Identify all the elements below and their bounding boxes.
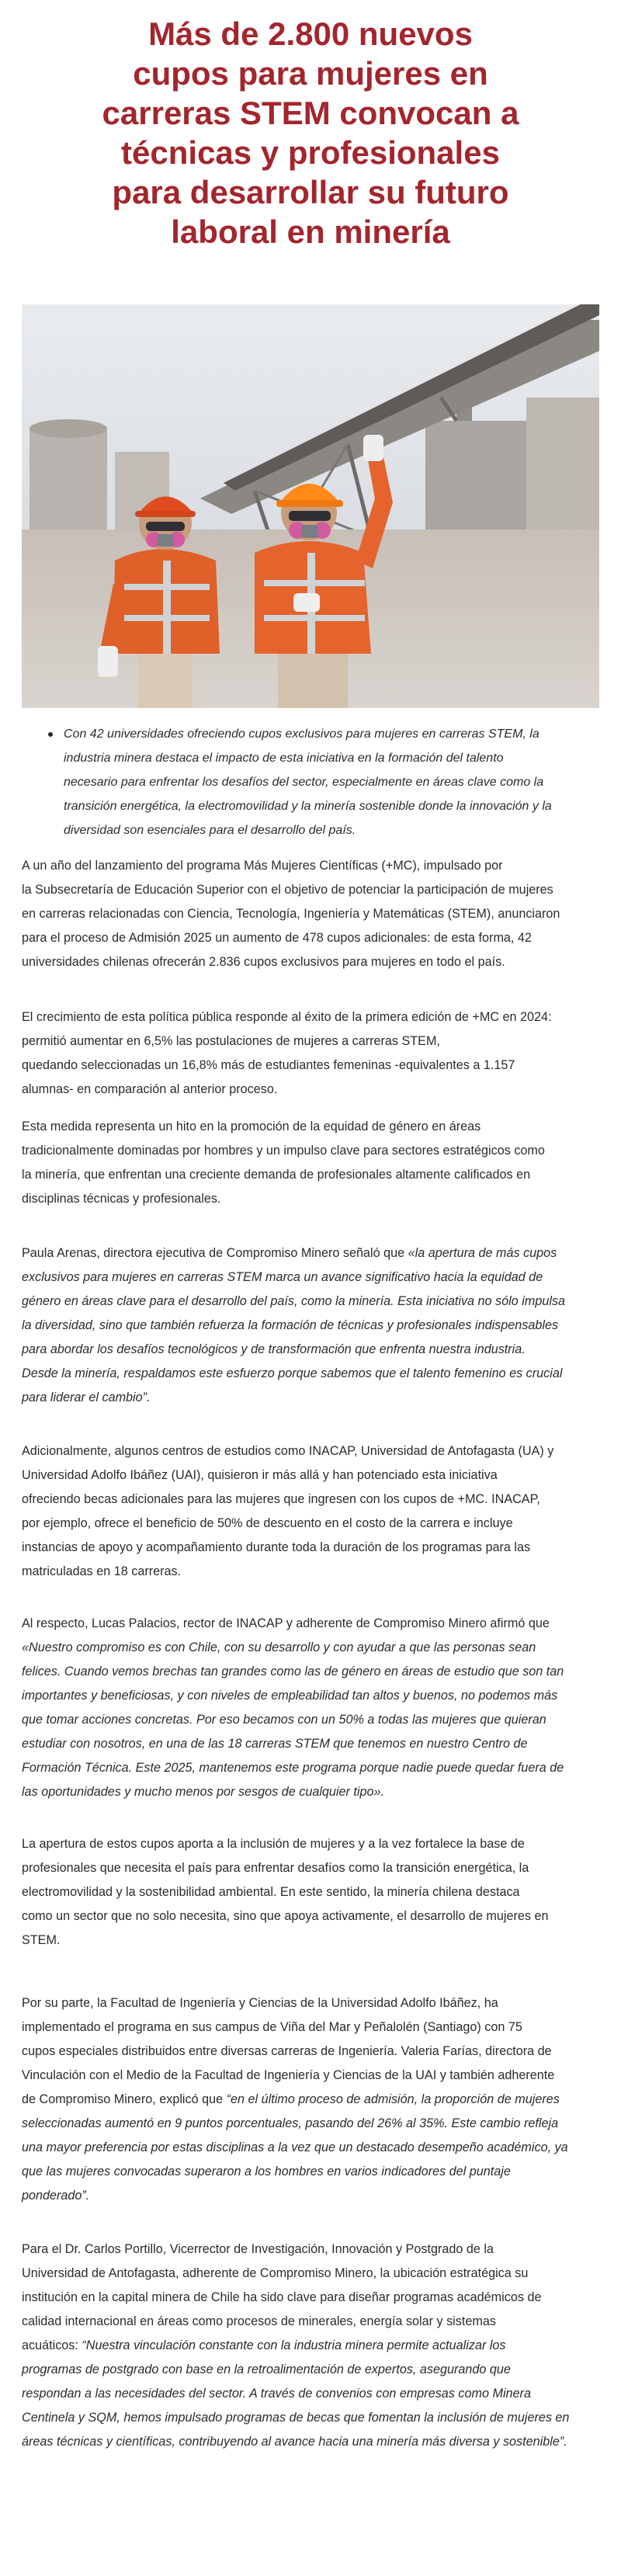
article-title xyxy=(31,14,590,252)
paragraph-intro: A un año del lanzamiento del programa Más Mujeres Científicas (+MC), impulsado por la Subsecretaría de Educación Superior con el objetivo de potenciar la participación de mujeres en carreras relacionadas con Ciencia, Tecnología, Ingeniería y Matemáticas (STEM), anunciaron para el proceso de Admisión 2025 un aumento de 478 cupos adicionales: de esta forma, 42 universidades chilenas ofrecerán 2.836 cupos exclusivos para mujeres en todo el país. xyxy=(22,859,560,969)
paragraph-quote-arenas: Paula Arenas, directora ejecutiva de Compromiso Minero señaló que «la apertura de más cupos exclusivos para mujeres en carreras STEM marca un avance significativo hacia la equidad de género en áreas clave para el desarrollo del país, como la minería. Esta iniciativa no sólo impulsa la diversidad, sino que también refuerza la formación de técnicas y profesionales indispensables para abordar los desafíos tecnológicos y de transformación que enfrenta nuestra industria. Desde la minería, respaldamos este esfuerzo porque sabemos que el talento femenino es crucial para liderar el cambio”. xyxy=(22,1246,566,1404)
article-photo xyxy=(22,304,599,708)
title-line: técnicas y profesionales xyxy=(121,134,500,171)
paragraph-ua: Para el Dr. Carlos Portillo, Vicerrector de Investigación, Innovación y Postgrado de la Universidad de Antofagasta, adherente de Compromiso Minero, la ubicación estratégica su institución en la capital minera de Chile ha sido clave para diseñar programas académicos de calidad internacional en áreas como procesos de minerales, energía solar y sistemas acuáticos: “Nuestra vinculación constante con la industria minera permite actualizar los programas de postgrado con base en la retroalimentación de expertos, asegurando que respondan a las necesidades del sector. A través de convenios con empresas como Minera Centinela y SQM, hemos impulsado programas de becas que fomentan la inclusión de mujeres en áreas técnicas y científicas, contribuyendo al avance hacia una minería más diversa y sostenible”. xyxy=(22,2242,570,2449)
paragraph-scholarships: Adicionalmente, algunos centros de estudios como INACAP, Universidad de Antofagasta (UA) y Universidad Adolfo Ibáñez (UAI), quisieron ir más allá y han potenciado esta iniciativa ofreciendo becas adicionales para las mujeres que ingresen con los cupos de +MC. INACAP, por ejemplo, ofrece el beneficio de 50% de descuento en el costo de la carrera e incluye instancias de apoyo y acompañamiento durante toda la duración de los programas para las matriculadas en 18 carreras. xyxy=(22,1444,554,1578)
paragraph-quote-palacios: Al respecto, Lucas Palacios, rector de INACAP y adherente de Compromiso Minero afirmó que «Nuestro compromiso es con Chile, con su desarrollo y con ayudar a que las personas sean felices. Cuando vemos brechas tan grandes como las de género en áreas de estudio que son tan importantes y beneficiosas, y con niveles de empleabilidad tan altos y buenos, no podemos más que tomar acciones concretas. Por eso becamos con un 50% a todas las mujeres que quieran estudiar con nosotros, en una de las 18 carreras STEM que tenemos en nuestro Centro de Formación Técnica. Este 2025, mantenemos este programa porque nadie puede quedar fuera de las oportunidades y mucho menos por sesgos de cualquier tipo». xyxy=(22,1616,564,1799)
title-line: Más de 2.800 nuevos xyxy=(148,16,473,52)
paragraph-growth: El crecimiento de esta política pública responde al éxito de la primera edición de +MC en 2024: permitió aumentar en 6,5% las postulaciones de mujeres a carreras STEM, quedando seleccionadas un 16,8% más de estudiantes femeninas -equivalentes a 1.157 alumnas- en comparación al anterior proceso. xyxy=(22,1010,552,1096)
summary-bullet-list xyxy=(47,722,590,842)
title-line: cupos para mujeres en xyxy=(133,55,488,92)
title-line: para desarrollar su futuro xyxy=(112,174,509,210)
title-line: laboral en minería xyxy=(171,214,450,250)
paragraph-milestone: Esta medida representa un hito en la promoción de la equidad de género en áreas tradicionalmente dominadas por hombres y un impulso clave para sectores estratégicos como la minería, que enfrentan una creciente demanda de profesionales altamente calificados en disciplinas técnicas y profesionales. xyxy=(22,1120,545,1206)
paragraph-inclusion: La apertura de estos cupos aporta a la inclusión de mujeres y a la vez fortalece la base de profesionales que necesita el país para enfrentar desafíos como la transición energética, la electromovilidad y la sostenibilidad ambiental. En este sentido, la minería chilena destaca como un sector que no solo necesita, sino que apoya activamente, el desarrollo de mujeres en STEM. xyxy=(22,1837,549,1947)
title-line: carreras STEM convocan a xyxy=(102,95,519,131)
paragraph-uai: Por su parte, la Facultad de Ingeniería y Ciencias de la Universidad Adolfo Ibáñez, ha implementado el programa en sus campus de Viña del Mar y Peñalolén (Santiago) con 75 cupos especiales distribuidos entre diversas carreras de Ingeniería. Valeria Farías, directora de Vinculación con el Medio de la Facultad de Ingeniería y Ciencias de la UAI y también adherente de Compromiso Minero, explicó que “en el último proceso de admisión, la proporción de mujeres seleccionadas aumentó en 9 puntos porcentuales, pasando del 26% al 35%. Este cambio refleja una mayor preferencia por estas disciplinas a la vez que un destacado desempeño académico, ya que las mujeres convocadas superaron a los hombres en varios indicadores del puntaje ponderado”. xyxy=(22,1996,568,2203)
summary-bullet: Con 42 universidades ofreciendo cupos exclusivos para mujeres en carreras STEM, la industria minera destaca el impacto de esta iniciativa en la formación del talento necesario para enfrentar los desafíos del sector, especialmente en áreas clave como la transición energética, la electromovilidad y la minería sostenible donde la innovación y la diversidad son esenciales para el desarrollo del país. xyxy=(47,722,590,842)
